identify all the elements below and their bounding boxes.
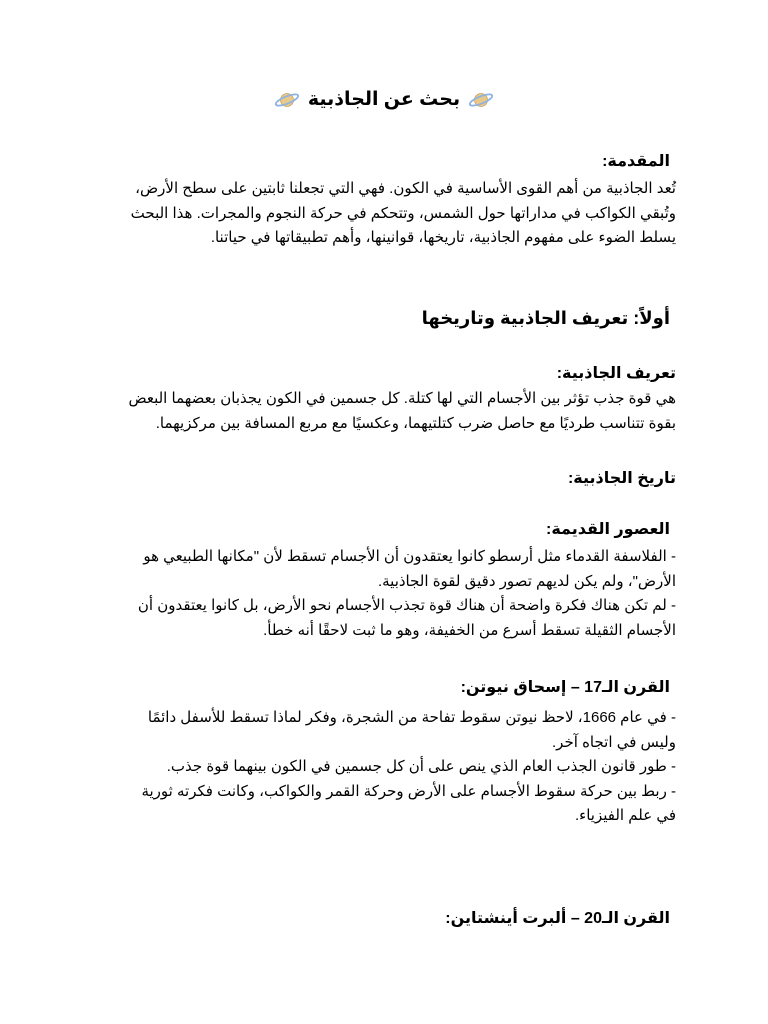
paragraph-line: - لم تكن هناك فكرة واضحة أن هناك قوة تجذب الأجسام نحو الأرض، بل كانوا يعتقدون أن <box>137 597 676 614</box>
planet-icon <box>468 90 494 110</box>
einstein-heading: القرن الـ20 – ألبرت أينشتاين: <box>445 910 670 927</box>
definition-heading: تعريف الجاذبية: <box>556 365 676 382</box>
paragraph-line: بقوة تتناسب طرديًا مع حاصل ضرب كتلتيهما، وعكسيًا مع مربع المسافة بين مركزيهما. <box>155 414 676 432</box>
document-title-row <box>0 86 768 114</box>
paragraph-line: - الفلاسفة القدماء مثل أرسطو كانوا يعتقدون أن الأجسام تسقط لأن "مكانها الطبيعي هو <box>143 548 676 565</box>
paragraph-line: - ربط بين حركة سقوط الأجسام على الأرض وحركة القمر والكواكب، وكانت فكرته ثورية <box>141 782 676 800</box>
newton-heading: القرن الـ17 – إسحاق نيوتن: <box>460 679 670 696</box>
section-heading: أولاً: تعريف الجاذبية وتاريخها <box>421 308 670 328</box>
intro-paragraph <box>76 177 676 251</box>
paragraph-line: تُعد الجاذبية من أهم القوى الأساسية في الكون. فهي التي تجعلنا ثابتين على سطح الأرض، <box>135 180 676 197</box>
ancient-heading: العصور القديمة: <box>546 521 670 538</box>
paragraph-line: يسلط الضوء على مفهوم الجاذبية، تاريخها، قوانينها، وأهم تطبيقاتها في حياتنا. <box>210 229 676 246</box>
paragraph-line: وليس في اتجاه آخر. <box>552 733 676 751</box>
paragraph-line: الأجسام الثقيلة تسقط أسرع من الخفيفة، وهو ما ثبت لاحقًا أنه خطأ. <box>263 621 676 639</box>
paragraph-line: في علم الفيزياء. <box>574 807 676 824</box>
paragraph-line: - في عام 1666، لاحظ نيوتن سقوط تفاحة من الشجرة، وفكر لماذا تسقط للأسفل دائمًا <box>147 709 676 726</box>
document-title: بحث عن الجاذبية <box>307 89 461 110</box>
definition-paragraph <box>76 387 676 436</box>
intro-heading: المقدمة: <box>602 153 670 170</box>
planet-icon <box>274 90 300 110</box>
history-heading: تاريخ الجاذبية: <box>567 470 676 487</box>
paragraph-line: هي قوة جذب تؤثر بين الأجسام التي لها كتلة. كل جسمين في الكون يجذبان بعضهما البعض <box>128 390 676 407</box>
ancient-paragraph <box>76 545 676 643</box>
paragraph-line: - طور قانون الجذب العام الذي ينص على أن كل جسمين في الكون بينهما قوة جذب. <box>166 758 676 775</box>
newton-paragraph <box>76 706 676 829</box>
paragraph-line: وتُبقي الكواكب في مداراتها حول الشمس، وتتحكم في حركة النجوم والمجرات. هذا البحث <box>130 204 676 222</box>
paragraph-line: الأرض"، ولم يكن لديهم تصور دقيق لقوة الجاذبية. <box>377 572 676 590</box>
